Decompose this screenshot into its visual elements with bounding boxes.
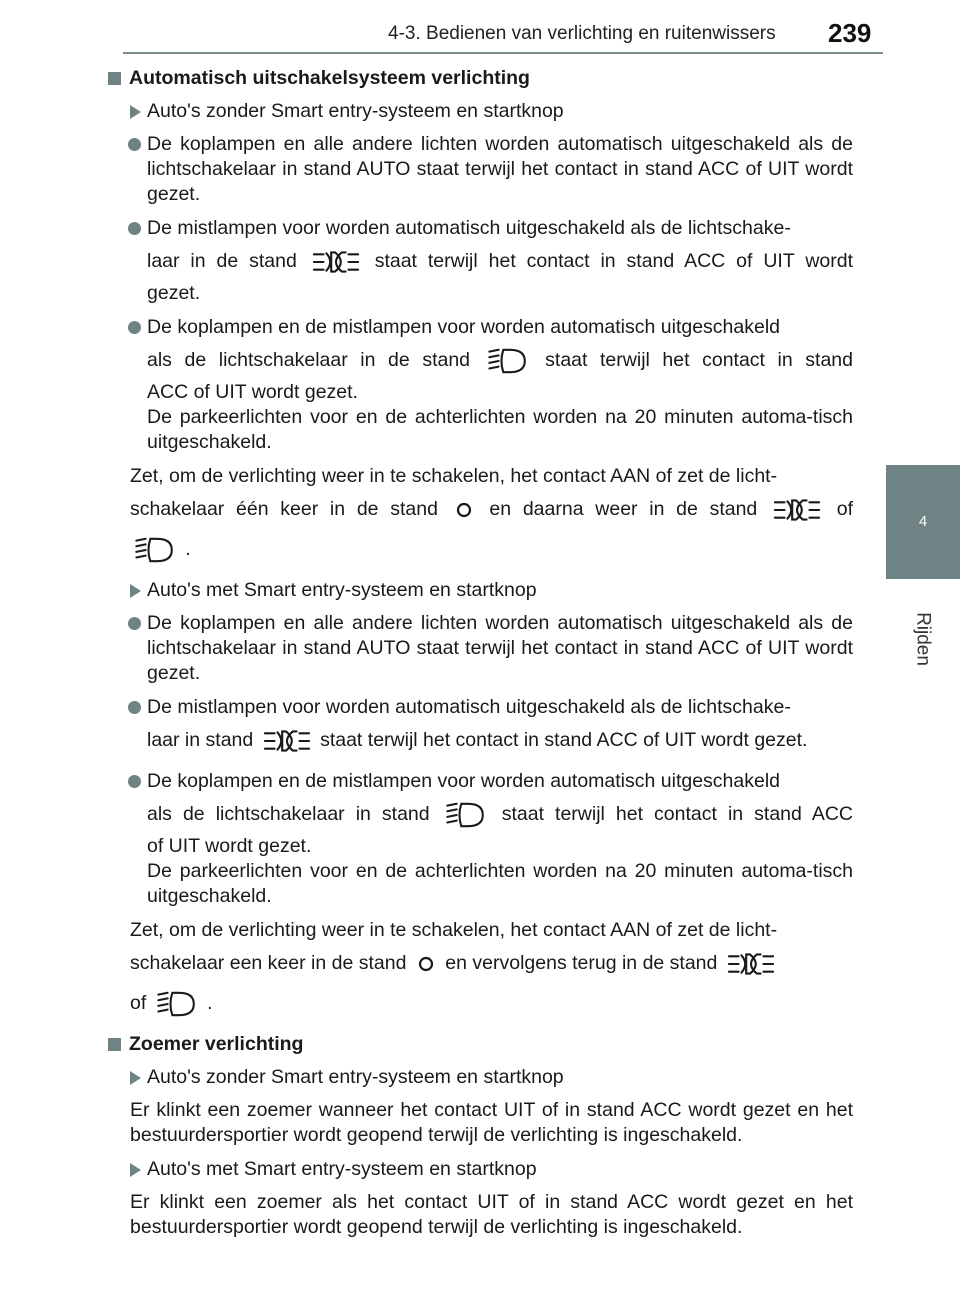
section-square-icon — [108, 1038, 121, 1051]
circle-bullet-icon — [128, 775, 141, 788]
chapter-section-title: 4-3. Bedienen van verlichting en ruitenwissers — [388, 23, 776, 44]
section-heading-buzzer: Zoemer verlichting — [108, 1032, 853, 1057]
chapter-tab — [886, 465, 960, 579]
triangle-bullet-icon — [130, 105, 141, 119]
front-fog-light-icon — [773, 497, 821, 523]
triangle-bullet-icon — [130, 1163, 141, 1177]
headlight-icon — [156, 990, 198, 1018]
paragraph: Er klinkt een zoemer wanneer het contact UIT of in stand ACC wordt gezet en het bestuurdersportier wordt geopend terwijl de verlichting is ingeschakeld. — [130, 1099, 853, 1146]
headlight-icon — [487, 347, 529, 375]
list-item: De koplampen en alle andere lichten worden automatisch uitgeschakeld als de lichtschakelaar in stand AUTO staat terwijl het contact in stand ACC of UIT wordt gezet. — [108, 611, 853, 686]
page-content — [108, 66, 853, 1249]
subheading-without-smart-entry: Auto's zonder Smart entry-systeem en startknop — [130, 99, 853, 124]
front-fog-light-icon — [727, 951, 775, 977]
circle-bullet-icon — [128, 701, 141, 714]
paragraph: Er klinkt een zoemer als het contact UIT of in stand ACC wordt gezet en het bestuurdersportier wordt geopend terwijl de verlichting is ingeschakeld. — [130, 1191, 853, 1238]
list-item: De mistlampen voor worden automatisch uitgeschakeld als de lichtschake- laar in stand staat terwijl het contact in stand ACC of UIT wordt gezet. — [108, 695, 853, 760]
list-item: De koplampen en alle andere lichten worden automatisch uitgeschakeld als de lichtschakelaar in stand AUTO staat terwijl het contact in stand ACC of UIT wordt gezet. — [108, 132, 853, 207]
light-switch-off-icon — [454, 500, 474, 520]
reset-instruction: Zet, om de verlichting weer in te schakelen, het contact AAN of zet de licht- schakelaar één keer in de stand en daarna weer in de stand of . — [108, 464, 853, 569]
page-number: 239 — [828, 18, 872, 48]
header-rule — [123, 52, 883, 54]
subheading-without-smart-entry: Auto's zonder Smart entry-systeem en startknop — [130, 1065, 853, 1090]
triangle-bullet-icon — [130, 584, 141, 598]
circle-bullet-icon — [128, 138, 141, 151]
circle-bullet-icon — [128, 617, 141, 630]
list-item: De mistlampen voor worden automatisch uitgeschakeld als de lichtschake- laar in de stand staat terwijl het contact in stand ACC of UIT wordt gezet. — [108, 216, 853, 306]
front-fog-light-icon — [312, 249, 360, 275]
headlight-icon — [134, 536, 176, 564]
headlight-icon — [445, 801, 487, 829]
list-item: De koplampen en de mistlampen voor worden automatisch uitgeschakeld als de lichtschakelaar in de stand staat terwijl het contact in stand ACC of UIT wordt gezet. De parkeerlichten voor en de achterlichten worden na 20 minuten automa-tisch uitgeschakeld. — [108, 315, 853, 455]
list-item: De koplampen en de mistlampen voor worden automatisch uitgeschakeld als de lichtschakelaar in stand staat terwijl het contact in stand ACC of UIT wordt gezet. De parkeerlichten voor en de achterlichten worden na 20 minuten automa-tisch uitgeschakeld. — [108, 769, 853, 909]
section-heading-auto-off: Automatisch uitschakelsysteem verlichting — [108, 66, 853, 91]
triangle-bullet-icon — [130, 1071, 141, 1085]
chapter-number: 4 — [918, 513, 928, 530]
section-square-icon — [108, 72, 121, 85]
reset-instruction: Zet, om de verlichting weer in te schakelen, het contact AAN of zet de licht- schakelaar een keer in de stand en vervolgens terug in de stand of . — [108, 918, 853, 1023]
chapter-label-box — [886, 579, 960, 699]
chapter-label: Rijden — [912, 612, 934, 666]
circle-bullet-icon — [128, 321, 141, 334]
light-switch-off-icon — [416, 954, 436, 974]
subheading-with-smart-entry: Auto's met Smart entry-systeem en startknop — [130, 1157, 853, 1182]
subheading-with-smart-entry: Auto's met Smart entry-systeem en startknop — [130, 578, 853, 603]
front-fog-light-icon — [263, 728, 311, 754]
circle-bullet-icon — [128, 222, 141, 235]
